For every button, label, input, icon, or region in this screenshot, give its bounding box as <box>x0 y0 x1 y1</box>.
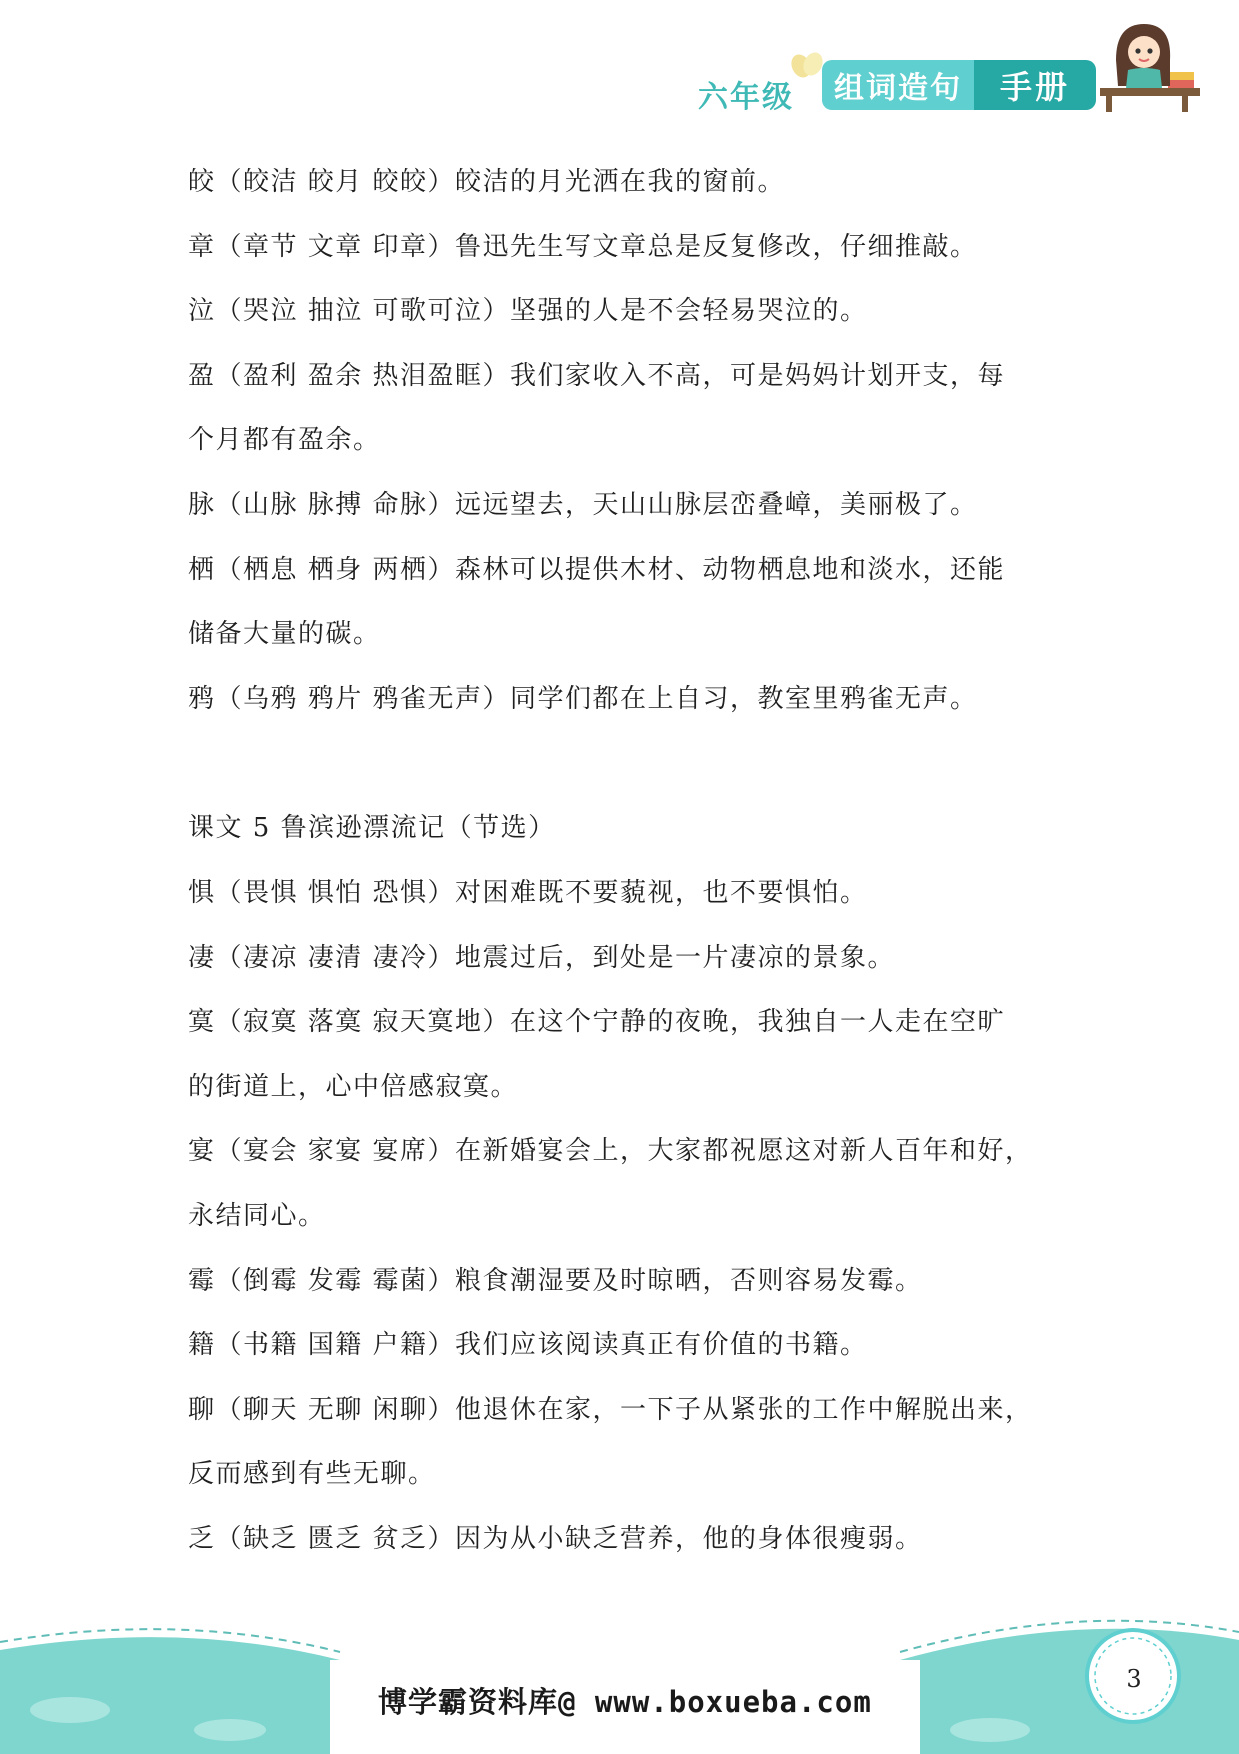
vocab-content <box>188 150 1068 1571</box>
vocab-line: 的街道上，心中倍感寂寞。 <box>188 1071 519 1102</box>
vocab-line: 聊（聊天 无聊 闲聊）他退休在家，一下子从紧张的工作中解脱出来， <box>188 1394 1033 1425</box>
page-header <box>0 0 1239 130</box>
vocab-line: 寞（寂寞 落寞 寂天寞地）在这个宁静的夜晚，我独自一人走在空旷 <box>188 1007 1006 1038</box>
page-number: 3 <box>1126 1665 1142 1693</box>
vocab-line: 脉（山脉 脉搏 命脉）远远望去，天山山脉层峦叠嶂，美丽极了。 <box>188 489 978 520</box>
vocab-line: 泣（哭泣 抽泣 可歌可泣）坚强的人是不会轻易哭泣的。 <box>188 296 868 327</box>
vocab-line: 永结同心。 <box>188 1200 326 1231</box>
vocab-line: 章（章节 文章 印章）鲁迅先生写文章总是反复修改，仔细推敲。 <box>188 231 978 262</box>
vocab-line: 籍（书籍 国籍 户籍）我们应该阅读真正有价值的书籍。 <box>188 1330 868 1361</box>
vocab-line: 皎（皎洁 皎月 皎皎）皎洁的月光洒在我的窗前。 <box>188 167 786 197</box>
vocab-line: 鸦（乌鸦 鸦片 鸦雀无声）同学们都在上自习，教室里鸦雀无声。 <box>188 683 978 714</box>
vocab-line: 霉（倒霉 发霉 霉菌）粮食潮湿要及时晾晒，否则容易发霉。 <box>188 1265 923 1296</box>
footer-wave-decoration <box>0 1580 1239 1754</box>
vocab-line: 凄（凄凉 凄清 凄冷）地震过后，到处是一片凄凉的景象。 <box>188 942 896 973</box>
vocab-line: 宴（宴会 家宴 宴席）在新婚宴会上，大家都祝愿这对新人百年和好， <box>188 1136 1033 1167</box>
handbook-subtitle: 手册 <box>974 60 1096 110</box>
leaf-icon <box>790 50 824 80</box>
section-title: 课文 5 鲁滨逊漂流记（节选） <box>188 813 556 844</box>
vocab-line: 惧（畏惧 惧怕 恐惧）对困难既不要藐视，也不要惧怕。 <box>188 877 868 908</box>
vocab-line: 栖（栖息 栖身 两栖）森林可以提供木材、动物栖息地和淡水，还能 <box>188 554 1006 585</box>
teacher-mascot-icon <box>1096 20 1206 112</box>
vocab-line: 储备大量的碳。 <box>188 619 381 650</box>
watermark-text: 博学霸资料库@ www.boxueba.com <box>378 1685 872 1719</box>
vocab-line: 盈（盈利 盈余 热泪盈眶）我们家收入不高，可是妈妈计划开支，每 <box>188 360 1006 391</box>
page-footer <box>0 1580 1239 1754</box>
grade-label: 六年级 <box>698 80 794 115</box>
vocab-line: 乏（缺乏 匮乏 贫乏）因为从小缺乏营养，他的身体很瘦弱。 <box>188 1523 923 1554</box>
handbook-title: 组词造句 <box>822 60 974 110</box>
vocab-line: 个月都有盈余。 <box>188 425 381 456</box>
vocab-line: 反而感到有些无聊。 <box>188 1459 436 1490</box>
